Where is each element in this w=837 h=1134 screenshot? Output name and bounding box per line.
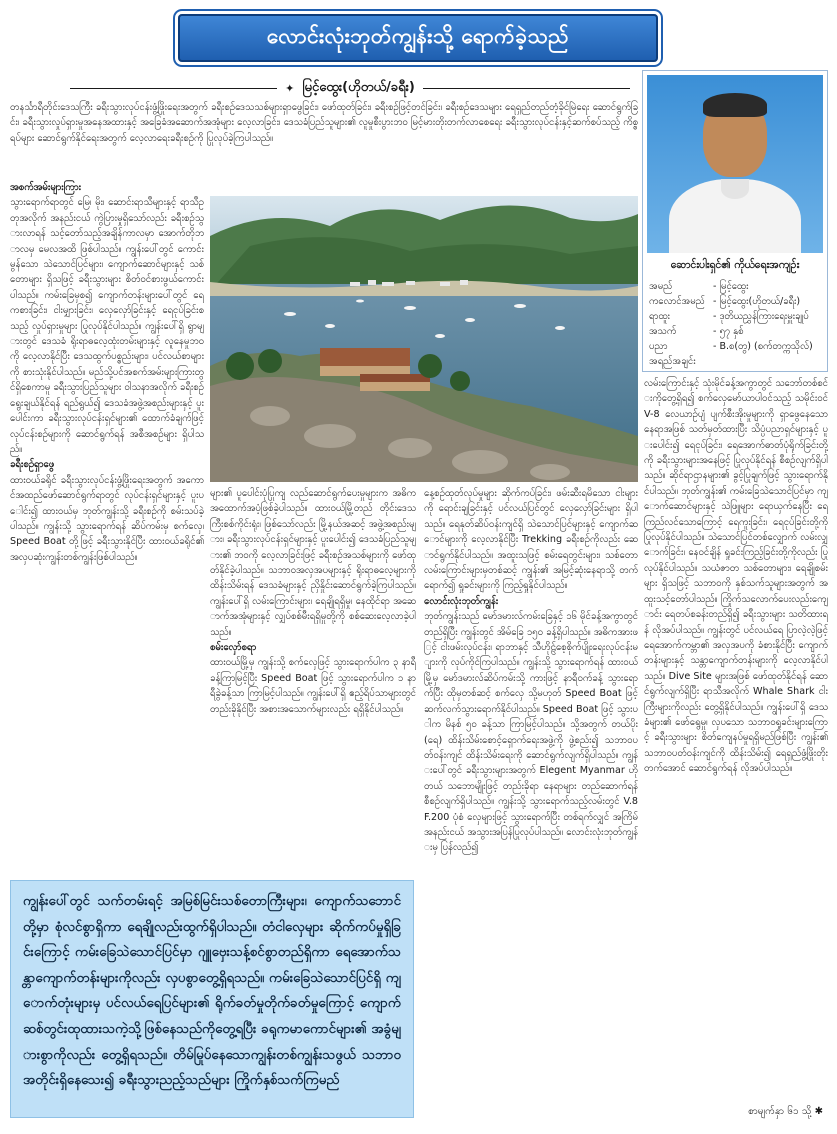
subheading: စမ်းလှော်စရာ: [210, 642, 257, 654]
profile-value: - မြင့်ထွေး: [713, 281, 749, 292]
profile-value: - ဒုတိယညွှန်ကြားရေးမှူးချုပ်: [713, 311, 809, 322]
paragraph: လမ်းကြောင်းနှင့် သုံးမိုင်ခန့်အကွာတွင် သဘော်တစ်စင်းကိုတွေ့ရှိရ၍ စက်လှေမော်ယာပါဝင်သည့် သမိုင်းဝင် V-8 လေယာဉ်ပျံ ပျက်စီးအိုးမှုများကို ရှာဖွေနေသော နေရာအဖြစ် သတ်မှတ်ထားပြီး သိပ္ပံပညာရှင်များနှင့် ပူးပေါင်း၍ ရေငုပ်ခြင်း၊ ရေအောက်ဓာတ်ပုံရိုက်ခြင်းတို့ကို ခရီးသွားများအနေဖြင့် ပြုလုပ်နိုင်ရန် စီစဉ်လျက်ရှိပါသည်။ ဆိုင်ရာဌာနများ၏ ခွင့်ပြုချက်ဖြင့် သွားရောက်နိုင်ပါသည်။: [644, 378, 828, 497]
article-title: လောင်းလုံးဘုတ်ကျွန်းသို့ ရောက်ခဲ့သည်: [178, 14, 658, 62]
paragraph: ဘုတ်ကျွန်း၏ ကမ်းခြေသဲသောင်ပြင်မှာ ကျောက်ဆောင်များနှင့် သဲဖြူများ ရောယှက်နေပြီး ရေကြည်လင်သောကြောင့် ရေကူးခြင်း၊ ရေငုပ်ခြင်းတို့ကို ပြုလုပ်နိုင်ပါသည်။ သဲသောင်ပြင်တစ်လျှောက် လမ်းလျှောက်ခြင်း၊ နေဝင်ချိန် ရှုခင်းကြည့်ခြင်းတို့ကိုလည်း ပြုလုပ်နိုင်ပါသည်။ သယံဇာတ သစ်တောများ၊ ရေချိုစမ်းများ ရှိသဖြင့် သဘာဝကို နှစ်သက်သူများအတွက် အထူးသင့်တော်ပါသည်။: [644, 485, 828, 605]
profile-value: - မြင့်ထွေး(ဟိုတယ်/ခရီး): [713, 296, 801, 307]
paragraph: မည်သို့ပင်အစက်အမ်းများကြားတွင်ရှိစေကာမူ ခရီးသွားပြည်သူများ ဝါသနာအလိုက် ခရီးစဉ်ရွေးချယ်နိုင်ရန် ရည်ရွယ်၍ ဒေသခံအဖွဲ့အစည်းများနှင့် ပူးပေါင်းကာ ခရီးသွားလုပ်ငန်းရှင်များ၏ ထောက်ခံချက်ဖြင့် လုပ်ငန်းစဉ်များကို ဆောင်ရွက်ရန် အစီအစဉ်များ ရှိပါသည်။: [10, 366, 204, 455]
profile-details: [649, 279, 825, 369]
profile-value: - B.စ(တွ) (စက်တက္ကသိုလ်): [713, 341, 813, 352]
author-name: မြင့်ထွေး(ဟိုတယ်/ခရီး): [302, 79, 415, 95]
author-profile-box: [642, 70, 828, 372]
intro-text: တနင်္သာရီတိုင်းဒေသကြီး ခရီးသွားလုပ်ငန်းဖွံ့ဖြိုးရေးအတွက် ခရီးစဉ်ဒေသသစ်များရှာဖွေခြင်း၊ ဖော်ထုတ်ခြင်း၊ ခရီးစဉ်ဖြင့်တင်ခြင်း၊ ခရီးစဉ်ဒေသများ ရေရှည်တည်တံ့ခိုင်မြဲရေး ဆောင်ရွက်ခြင်း၊ ခရီးသွားလှုပ်ရှားမှုအနေအထားနှင့် အခြေခံအဆောက်အအုံများ လေ့လာခြင်း၊ ဒေသခံပြည်သူများ၏ လူမှုစီးပွားဘဝ မြင့်မားတိုးတက်လာစေရေး ခရီးသွားလုပ်ငန်းနှင့်ဆက်စပ်သည့် ကိစ္စရပ်များ ဆောင်ရွက်နိုင်ရေးအတွက် လေ့လာရေးခရီးစဉ်ကို ပြုလုပ်ခဲ့ကြပါသည်။: [10, 102, 638, 144]
pull-quote-box: [10, 880, 414, 1118]
divider-right: [423, 88, 630, 89]
island-scene-illustration: [210, 196, 638, 482]
paragraph: ဘုတ်ကျွန်းသည် မော်ဒမားလ်ကမ်းခြေနှင့် ၁၆ မိုင်ခန့်အကွာတွင် တည်ရှိပြီး ကျွန်းတွင် အိမ်ခြေ ၁၅၀ ခန့်ရှိပါသည်။ အဓိကအားဖြင့် ငါးဖမ်းလုပ်ငန်း၊ ရာဘာနှင့် သီဟိုဠ်စေ့စိုက်ပျိုးရေးလုပ်ငန်းများကို လုပ်ကိုင်ကြပါသည်။ ကျွန်းသို့ သွားရောက်ရန် ထားဝယ်မြို့မှ မော်ဒမားလ်ဆိပ်ကမ်းသို့ ကားဖြင့် နာရီဝက်ခန့် သွားရောက်ပြီး ထိုမှတစ်ဆင့် စက်လှေ သို့မဟုတ် Speed Boat ဖြင့် ဆက်လက်သွားရောက်နိုင်ပါသည်။ Speed Boat ဖြင့် သွားပါက မိနစ် ၅၀ ခန့်သာ ကြာမြင့်ပါသည်။: [424, 611, 638, 731]
profile-key: ကလောင်အမည်: [649, 296, 705, 307]
subheading: အစက်အမ်းများကြား: [10, 182, 82, 193]
profile-row-name: [649, 279, 825, 294]
intro-paragraph: [10, 100, 638, 178]
paragraph: သို့အတွက် တယ်ပိုး(ရေ) ထိန်းသိမ်းစောင့်ရှောက်ရေးအဖွဲ့ကို ဖွဲ့စည်း၍ သဘာဝပတ်ဝန်းကျင် ထိန်းသိမ်းရေးကို ဆောင်ရွက်လျက်ရှိပါသည်။ ကျွန်းပေါ်တွင် ခရီးသွားများအတွက် Elegent Myanmar ဟိုတယ် သဘောမျိုးဖြင့် တည်းခိုရာ နေရာများ တည်ဆောက်ရန် စီစဉ်လျက်ရှိပါသည်။ ကျွန်းသို့ သွားရောက်သည့်လမ်းတွင် V.8F.200 ပုံစံ လှေများဖြင့် သွားရောက်ပြီး တစ်ရက်လျှင် အကြိမ်အနည်းငယ် အသွားအပြန်ပြုလုပ်ပါသည်။ လောင်းလုံးဘုတ်ကျွန်းမှ ပြန်လည်၍: [424, 719, 638, 854]
paragraph: များ၏ ပူပေါင်းပုံပြုကျ လည်ဆောင်ရွက်ပေးမှုများက အဓိကအထောက်အပံ့ဖြစ်ခဲ့ပါသည်။ ထားဝယ်မြို့တည် တိုင်းဒေသကြီးစစ်ကိုင်းရုံး၊ ဖြစ်သော်လည်း မြို့နယ်အဆင့် အဖွဲ့အစည်းများ၊ ခရီးသွားလုပ်ငန်းရှင်များနှင့် ပူးပေါင်း၍ ဒေသခံပြည်သူများ၏ ဘဝကို လေ့လာခြင်းဖြင့် ခရီးစဉ်အသစ်များကို ဖော်ထုတ်နိုင်ခဲ့ပါသည်။ သဘာဝအလှအပများနှင့် ရိုးရာဓလေ့များကို ထိန်းသိမ်းရန် ဒေသခံများနှင့် ညှိနှိုင်းဆောင်ရွက်ခဲ့ကြပါသည်။ ကျွန်းပေါ်ရှိ လမ်းကြောင်းများ၊ ရေချိုရရှိမှု၊ နေထိုင်ရာ အဆောက်အအုံများနှင့် လျှပ်စစ်မီးရရှိမှုတို့ကို စစ်ဆေးလေ့လာခဲ့ပါသည်။: [210, 488, 416, 638]
subheading: လောင်းလုံးဘုတ်ကျွန်း: [424, 595, 499, 607]
profile-key: ပညာအရည်အချင်း: [649, 341, 696, 367]
profile-row-position: [649, 309, 825, 324]
paragraph: ထားဝယ်ခရိုင် ခရီးသွားလုပ်ငန်းဖွံ့ဖြိုးရေးအတွက် အကောင်အထည်ဖော်ဆောင်ရွက်ရာတွင် လုပ်ငန်းရှင်များနှင့် ပူးပေါင်း၍ ထားဝယ်မှ ဘုတ်ကျွန်းသို့ ခရီးစဉ်ကို စမ်းသပ်ခဲ့ပါသည်။ ကျွန်းသို့ သွားရောက်ရန် ဆိပ်ကမ်းမှ စက်လှေ၊ Speed Boat တို့ဖြင့် ခရီးသွားနိုင်ပြီး ထားဝယ်ခရိုင်၏ အလှပဆုံးကျွန်းတစ်ကျွန်းဖြစ်ပါသည်။: [10, 474, 204, 563]
paragraph: ကြိုက်သလောက်ပေးလည်းကျောင်း ရေတပ်စခန်းတည်ရှိ၍ ခရီးသွားများ သတိထားရန် လိုအပ်ပါသည်။ ကျွန်းတွင် ပင်လယ်ရေ ပြာလဲ့လဲ့ဖြင့် ရေအောက်ကမ္ဘာ၏ အလှအပကို ခံစားနိုင်ပြီး ကျောက်တန်းများနှင့် သန္တာကျောက်တန်းများကို လေ့လာနိုင်ပါသည်။ Dive Site များအဖြစ် ဖော်ထုတ်နိုင်ရန် ဆောင်ရွက်လျက်ရှိပြီး ရာသီအလိုက် Whale Shark ငါးကြီးများကိုလည်း တွေ့ရှိနိုင်ပါသည်။ ကျွန်းပေါ်ရှိ ဒေသခံများ၏ ဖော်ရွေမှု၊ လှပသော သဘာဝရှုခင်းများကြောင့် ခရီးသွားများ စိတ်ကျေနပ်မှုရရှိမည်ဖြစ်ပြီး ကျွန်း၏ သဘာဝပတ်ဝန်းကျင်ကို ထိန်းသိမ်း၍ ရေရှည်ဖွံ့ဖြိုးတိုးတက်အောင် ဆောင်ရွက်ရန် လိုအပ်ပါသည်။: [644, 593, 828, 775]
paragraph: သွားရောက်ရာတွင် မြေ၊ မိုး၊ ဆောင်းရာသီများနှင့် ရာသီဥတုအလိုက် အနည်းငယ် ကွဲပြားမှုရှိသော်လည်း ခရီးစဉ်သွားလာရန် သင့်တော်သည့်အချိန်ကာလမှာ အောက်တိုဘာလမှ မေလအထိ ဖြစ်ပါသည်။ ကျွန်းပေါ်တွင် ကောင်းမွန်သော သဲသောင်ပြင်များ၊ ကျောက်ဆောင်များနှင့် သစ်တောများ ရှိသဖြင့် ခရီးသွားများ စိတ်ဝင်စားဖွယ်ကောင်းပါသည်။ ကမ်းခြေမှစ၍ ကျောက်တန်းများပေါ်တွင် ရေကစားခြင်း၊ ငါးမျှားခြင်း၊ လှေလှော်ခြင်းနှင့် ရေငုပ်ခြင်းစသည့် လှုပ်ရှားမှုများ ပြုလုပ်နိုင်ပါသည်။ ကျွန်းပေါ်ရှိ ရွာများတွင် ဒေသခံ ရိုးရာဓလေ့ထုံးတမ်းများနှင့် လူနေမှုဘဝကို လေ့လာနိုင်ပြီး ဒေသထွက်ပစ္စည်းများ၊ ပင်လယ်စာများကို စားသုံးနိုင်ပါသည်။: [10, 197, 204, 378]
author-line: [70, 78, 630, 98]
divider-left: [70, 88, 277, 89]
author-portrait: [647, 75, 823, 253]
column-1: [10, 180, 204, 876]
profile-key: ရာထူး: [649, 311, 670, 322]
portrait-hair: [703, 93, 767, 117]
paragraph: ထားဝယ်မြို့မှ ကျွန်းသို့ စက်လှေဖြင့် သွားရောက်ပါက ၃ နာရီခန့်ကြာမြင့်ပြီး Speed Boat ဖြင့် သွားရောက်ပါက ၁ နာရီခွဲခန့်သာ ကြာမြင့်ပါသည်။ ကျွန်းပေါ်ရှိ ဧည့်ရိပ်သာများတွင် တည်းခိုနိုင်ပြီး အစားအသောက်များလည်း ရရှိနိုင်ပါသည်။: [210, 657, 416, 715]
island-photo: [210, 196, 638, 482]
profile-row-age: [649, 324, 825, 339]
profile-row-penname: [649, 294, 825, 309]
profile-key: အမည်: [649, 281, 673, 292]
paragraph: နေ့စဉ်ထုတ်လုပ်မှုများ ဆိုက်ကပ်ခြင်း၊ ဖမ်းဆီးရမိသော ငါးများကို ရောင်းချခြင်းနှင့် ပင်လယ်ပြင်တွင် လှေလှော်ခြင်းများ ရှိပါသည်။ ရေနုတ်ဆိပ်ဝန်းကျင်ရှိ သဲသောင်ပြင်များနှင့် ကျောက်ဆောင်များကို လေ့လာနိုင်ပြီး Trekking ခရီးစဉ်ကိုလည်း ဆောင်ရွက်နိုင်ပါသည်။ အထူးသဖြင့် စမ်းရေတွင်းများ၊ သစ်တောလမ်းကြောင်းများမှတစ်ဆင့် ကျွန်း၏ အမြင့်ဆုံးနေရာသို့ တက်ရောက်၍ ရှုခင်းများကို ကြည့်ရှုနိုင်ပါသည်။: [424, 488, 638, 592]
profile-value: - ၅၇ နှစ်: [713, 326, 744, 337]
column-2: [210, 486, 416, 876]
column-4: [644, 376, 828, 1098]
profile-key: အသက်: [649, 326, 677, 337]
profile-caption: ဆောင်းပါးရှင်၏ ကိုယ်ရေးအကျဉ်း: [670, 259, 800, 271]
portrait-collar: [721, 179, 749, 199]
column-3: [424, 486, 638, 1118]
profile-row-education: [649, 339, 825, 369]
continued-on-page: စာမျက်နှာ ၆၁ သို့ ✱: [748, 1106, 823, 1117]
star-icon: ✦: [285, 81, 295, 95]
subheading: ခရီးစဉ်ရှာဖွေ: [10, 459, 55, 471]
pull-quote-text: ကျွန်းပေါ်တွင် သက်တမ်းရင့် အမြစ်မြင်းသစ်တောကြီးများ၊ ကျောက်သဘောင်တို့မှာ စုံလင်စွာရှိကာ ရေချိုလည်းထွက်ရှိပါသည်။ တံငါလှေများ ဆိုက်ကပ်မှုရှိခြင်းကြောင့် ကမ်းခြေသဲသောင်ပြင်မှာ ဂျူဗှေးသန့်စင်စွာတည်ရှိကာ ရေအောက်သန္တာကျောက်တန်းများကိုလည်း လှပစွာတွေ့ရှိရသည်။ ကမ်းခြေသဲသောင်ပြင်ရှိ ကျောက်တုံးများမှ ပင်လယ်ရေပြင်များ၏ ရိုက်ခတ်မှုတိုက်ခတ်မှုကြောင့် ကျောက်ဆစ်တွင်းထုထားသကဲ့သို့ဖြစ်နေသည်ကိုတွေ့ရပြီး ခရုကမာကောင်များ၏ အခွံများစွာကိုလည်း တွေ့ရှိရသည်။ တိမ်မြုပ်နေသောကျွန်းတစ်ကျွန်းသဖွယ် သဘာဝအတိုင်းရှိနေသေး၍ ခရီးသွားညည့်သည်များ ကြိုက်နှစ်သက်ကြမည်: [23, 894, 401, 1089]
